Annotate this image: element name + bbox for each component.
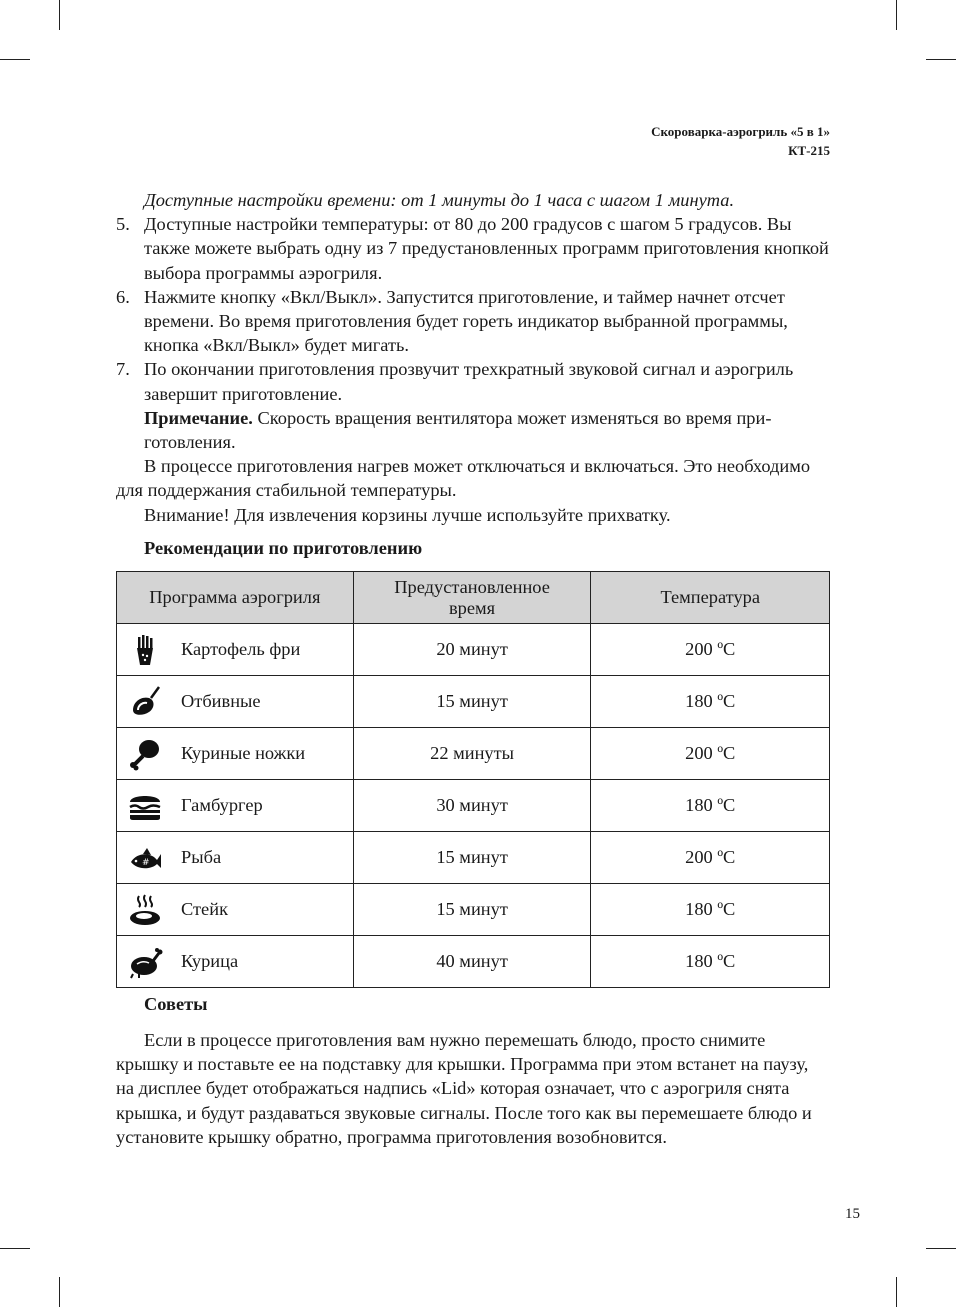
program-cell [117,884,354,936]
program-cell [117,936,354,988]
col-header-time: Предустановленное время [353,572,591,624]
table-row [117,832,830,884]
crop-mark [0,1248,30,1249]
list-number: 7. [116,359,130,380]
note-label: Примечание. [144,407,253,428]
drumstick-icon [127,736,163,772]
warning-paragraph: Внимание! Для извлечения корзины лучше используйте прихватку. [144,504,671,525]
crop-mark [896,0,897,30]
tips-paragraph: Если в процессе приготовления вам нужно перемешать блюдо, просто снимите крышку и поставьте ее на подставку для крышки. Программа при этом встанет на паузу, на дисплее будет отображаться надпись «Lid» которая означает, что с аэрогриля снята крышка, и будут раздаваться звуковые сигналы. После того как вы перемешаете блюдо и установите крышку обратно, программа приготовления возобновится. [116,1030,812,1147]
list-text: Нажмите кнопку «Вкл/Выкл». Запустится приготовление, и таймер начнет отсчет времени. Во время приготовления будет гореть индикатор выбранной программы, кнопка «Вкл/Выкл» будет мигать. [144,286,788,356]
program-label: Гамбургер [181,795,263,815]
col-header-program: Программа аэрогриля [117,572,354,624]
program-cell [117,624,354,676]
time-cell: 15 минут [353,832,591,884]
crop-mark [0,59,30,60]
header-product-name: Скороварка-аэрогриль «5 в 1» [651,124,830,139]
chop-icon [127,684,163,720]
chicken-icon [127,944,163,980]
time-cell: 30 минут [353,780,591,832]
heating-paragraph: В процессе приготовления нагрев может отключаться и включаться. Это необходимо для поддержания стабильной температуры. [116,456,811,501]
time-cell: 20 минут [353,624,591,676]
list-text: По окончании приготовления прозвучит трехкратный звуковой сигнал и аэрогриль завершит приготовление. [144,359,794,404]
fish-icon [127,840,163,876]
crop-mark [896,1277,897,1307]
time-settings-note: Доступные настройки времени: от 1 минуты до 1 часа с шагом 1 минута. [144,190,735,210]
header-model: КТ-215 [788,143,830,158]
temp-cell: 200 ºС [591,624,830,676]
crop-mark [926,59,956,60]
instructions [116,188,830,527]
crop-mark [926,1248,956,1249]
list-item [116,357,830,405]
crop-mark [59,1277,60,1307]
svg-text:#: # [142,857,150,868]
program-label: Отбивные [181,691,261,711]
temp-cell: 200 ºС [591,728,830,780]
table-row [117,780,830,832]
program-cell [117,832,354,884]
temp-cell: 180 ºС [591,780,830,832]
time-cell: 40 минут [353,936,591,988]
program-label: Картофель фри [181,639,301,659]
tips-title: Советы [144,994,208,1014]
table-row [117,676,830,728]
program-label: Рыба [181,847,222,867]
program-cell [117,676,354,728]
recommendations-title: Рекомендации по приготовлению [144,538,423,558]
hamburger-icon [127,788,163,824]
time-cell: 22 минуты [353,728,591,780]
temp-cell: 200 ºС [591,832,830,884]
list-text: Доступные настройки температуры: от 80 до 200 градусов с шагом 5 градусов. Вы также можете выбрать одну из 7 предустановленных программ приготовления кнопкой выбора программы аэрогриля. [144,214,829,283]
col-header-temp: Температура [591,572,830,624]
program-label: Курица [181,951,239,971]
table-row [117,728,830,780]
table-row [117,936,830,988]
table-row [117,624,830,676]
temp-cell: 180 ºС [591,936,830,988]
time-cell: 15 минут [353,676,591,728]
note-paragraph [116,406,830,454]
list-number: 5. [116,214,130,235]
fries-icon [127,632,163,668]
list-item [116,212,830,285]
list-number: 6. [116,286,130,307]
page-number: 15 [845,1206,860,1222]
note-text: Скорость вращения вентилятора может изменяться во время приготовления. [144,407,772,453]
table-row [117,884,830,936]
crop-mark [59,0,60,30]
program-label: Стейк [181,899,229,919]
temp-cell: 180 ºС [591,884,830,936]
time-cell: 15 минут [353,884,591,936]
program-cell [117,728,354,780]
list-item [116,285,830,358]
temp-cell: 180 ºС [591,676,830,728]
program-label: Куриные ножки [181,743,306,763]
table-header-row [117,572,830,624]
recipes-table [116,571,830,988]
tips-section [116,1028,830,1149]
running-header [651,122,830,160]
steak-icon [127,892,163,928]
program-cell [117,780,354,832]
